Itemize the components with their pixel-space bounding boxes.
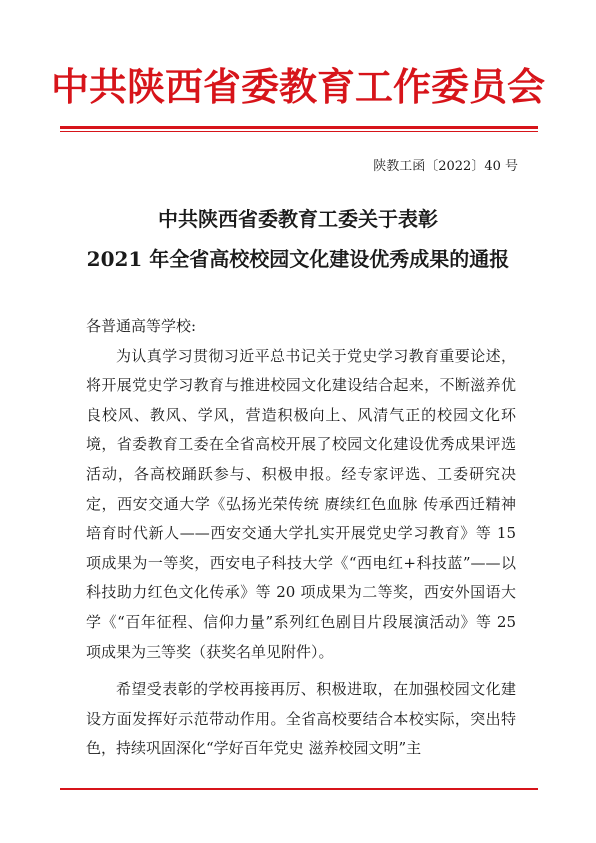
- document-title-line-1: 中共陕西省委教育工委关于表彰: [158, 207, 438, 231]
- header-red-rule-thin: [60, 131, 538, 132]
- document-body: [86, 312, 516, 764]
- header-red-rule-thick: [60, 126, 538, 129]
- salutation: 各普通高等学校:: [86, 317, 197, 335]
- body-paragraph-1: 为认真学习贯彻习近平总书记关于党史学习教育重要论述，将开展党史学习教育与推进校园文化建设结合起来，不断滋养优良校风、教风、学风，营造积极向上、风清气正的校园文化环境，省委教育工委在全省高校开展了校园文化建设优秀成果评选活动，各高校踊跃参与、积极申报。经专家评选、工委研究决定，西安交通大学《弘扬光荣传统 赓续红色血脉 传承西迁精神 培育时代新人——西安交通大学扎实开展党史学习教育》等 15 项成果为一等奖，西安电子科技大学《“西电红+科技蓝”——以科技助力红色文化传承》等 20 项成果为二等奖，西安外国语大学《“百年征程、信仰力量”系列红色剧目片段展演活动》等 25 项成果为三等奖（获奖名单见附件）。: [86, 346, 516, 661]
- document-number: 陕教工函〔2022〕40 号: [373, 159, 518, 174]
- footer-red-rule: [60, 788, 538, 790]
- document-title-line-2: 2021 年全省高校校园文化建设优秀成果的通报: [86, 247, 510, 271]
- masthead-title: 中共陕西省委教育工作委员会: [50, 64, 545, 109]
- body-paragraph-2: 希望受表彰的学校再接再厉、积极进取，在加强校园文化建设方面发挥好示范带动作用。全省高校要结合本校实际，突出特色，持续巩固深化“学好百年党史 滋养校园文明”主: [86, 680, 516, 758]
